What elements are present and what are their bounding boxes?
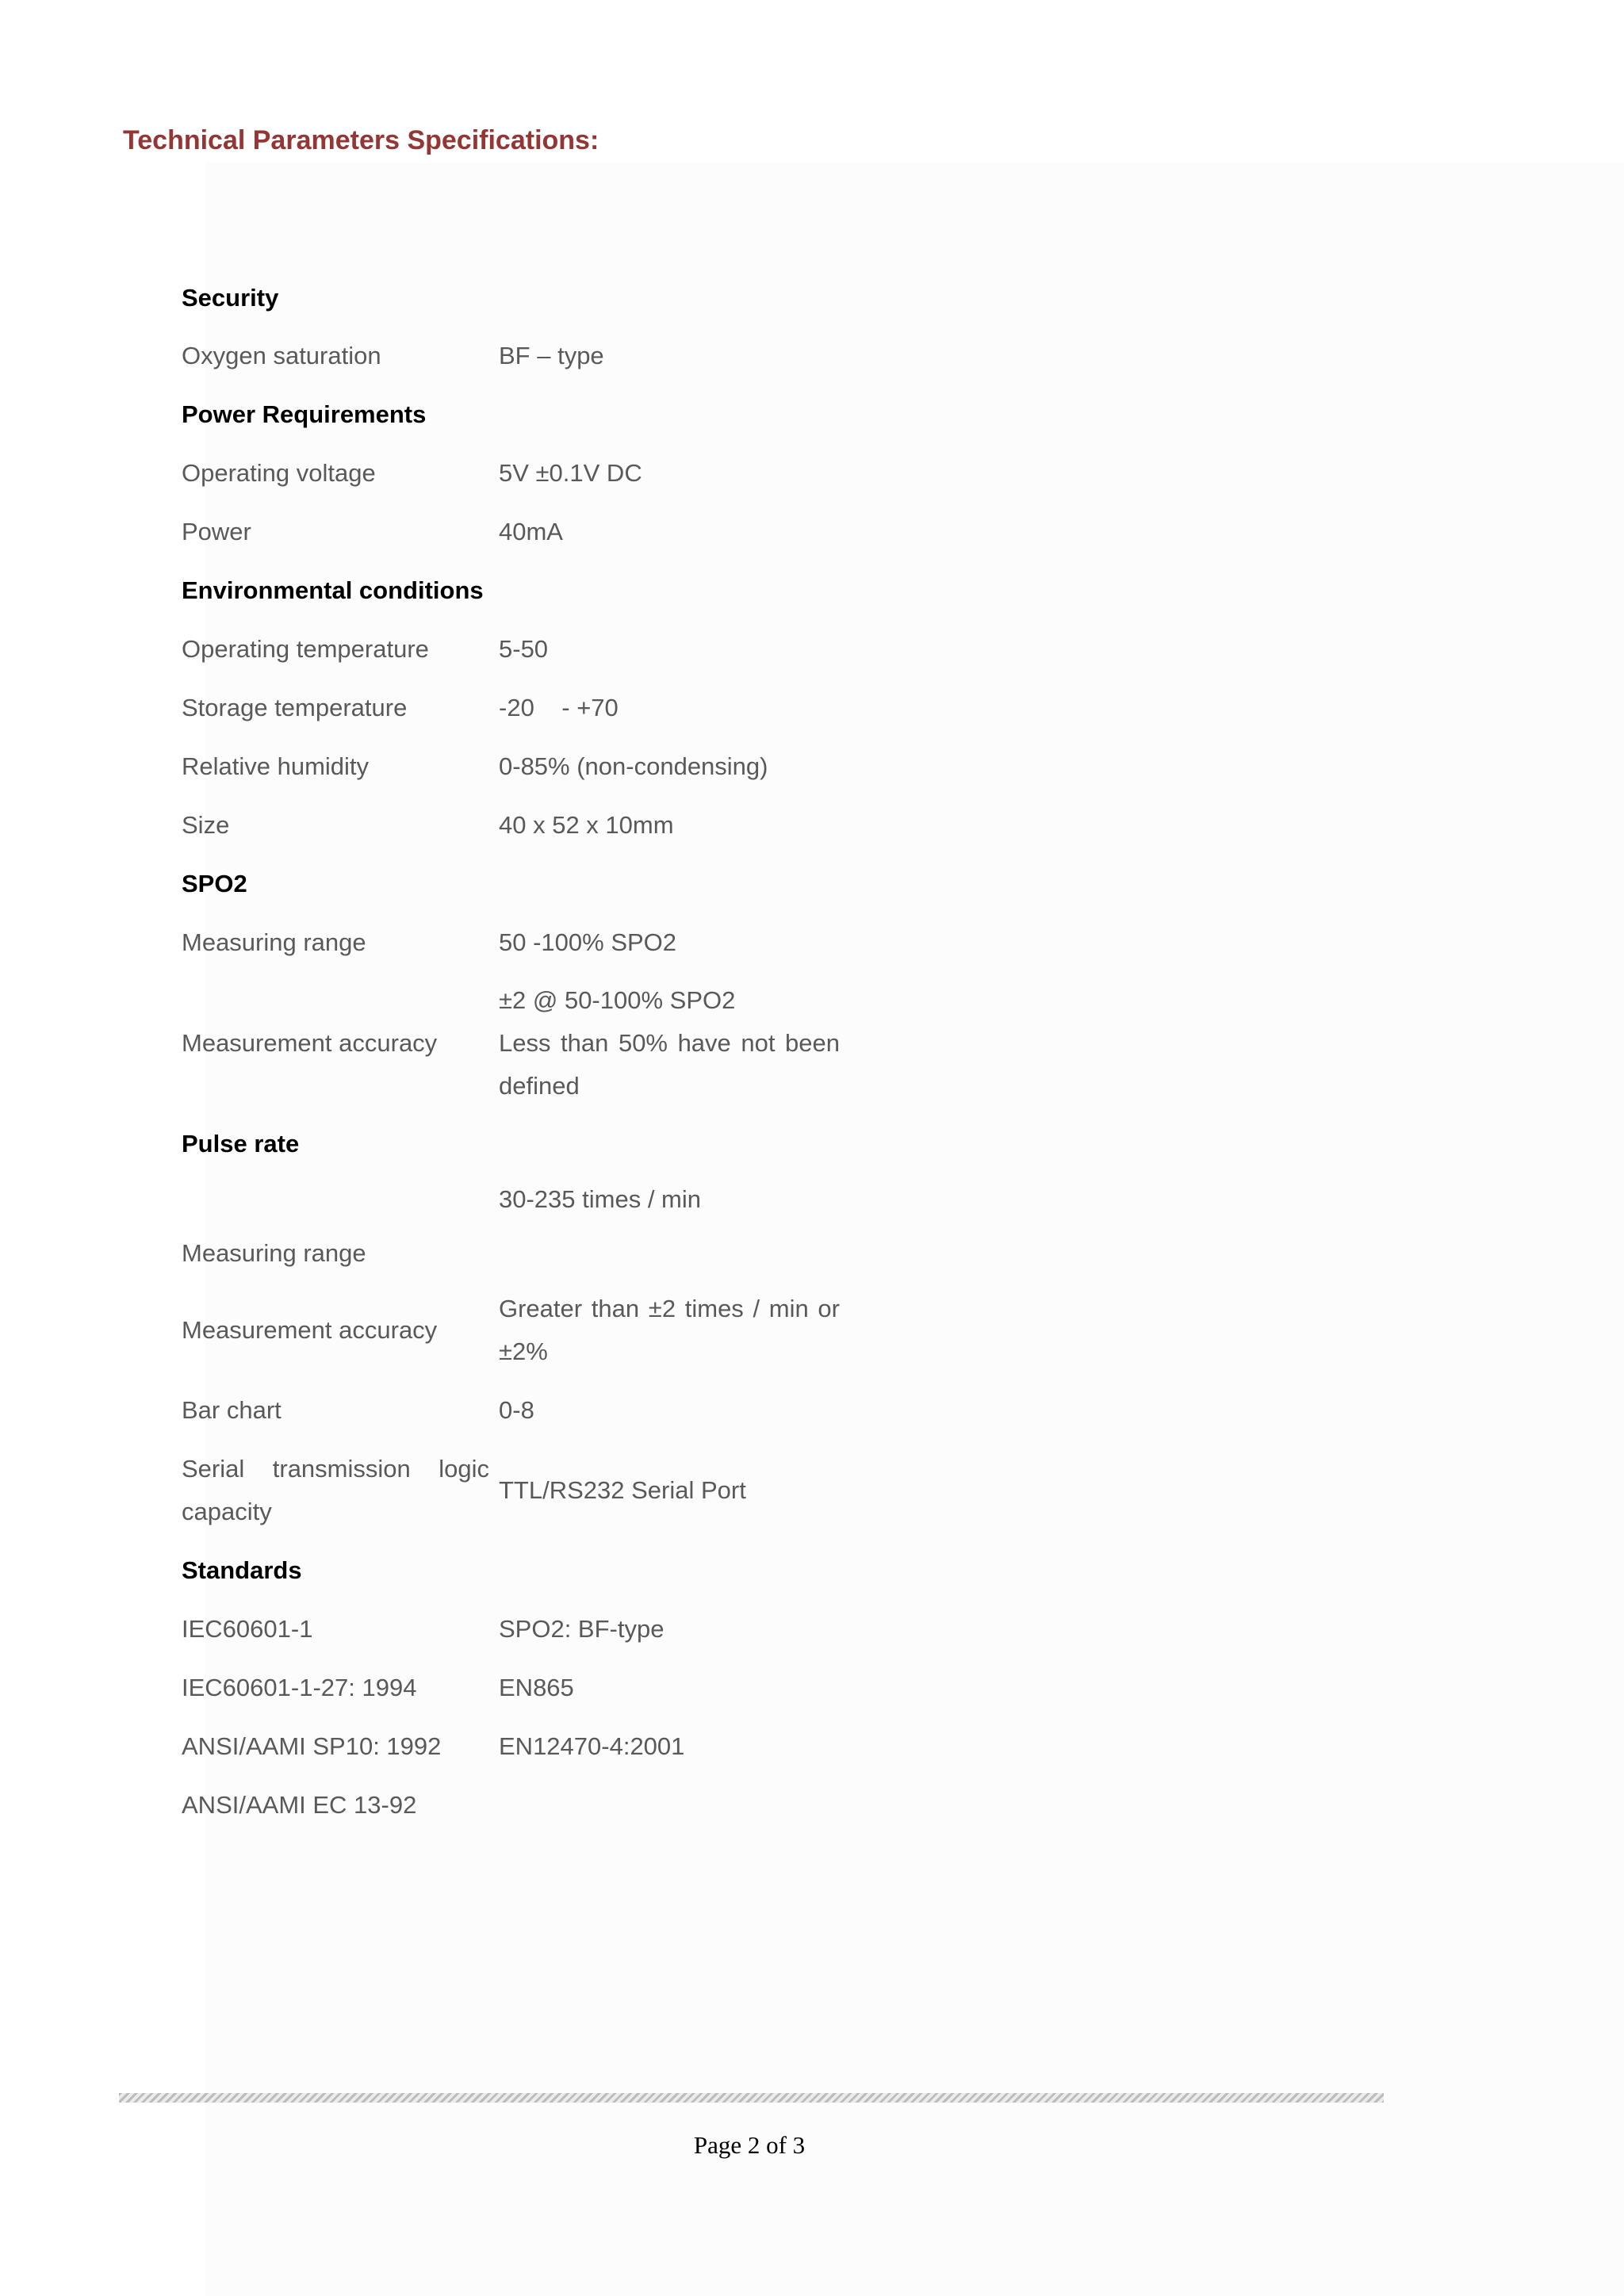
section-heading-spo2: SPO2 (182, 870, 247, 897)
section-heading-standards: Standards (182, 1556, 302, 1584)
spec-label-line: Serial transmission logic (182, 1455, 489, 1483)
spec-label: Oxygen saturation (182, 342, 381, 369)
spec-row (182, 679, 840, 737)
section-heading-row (182, 1541, 840, 1600)
spec-label: Measurement accuracy (182, 1029, 438, 1057)
spec-row (182, 1776, 840, 1835)
spec-label: ANSI/AAMI EC 13-92 (182, 1791, 417, 1819)
spec-value: TTL/RS232 Serial Port (499, 1476, 746, 1504)
spec-value: 40 x 52 x 10mm (499, 811, 674, 839)
spec-label: Power (182, 518, 251, 545)
document-title: Technical Parameters Specifications: (123, 125, 599, 155)
spec-row (182, 327, 840, 385)
spec-label: Measurement accuracy (182, 1316, 438, 1344)
spec-label: Operating voltage (182, 459, 376, 487)
spec-row (182, 1600, 840, 1659)
spec-value-line: ±2% (499, 1337, 548, 1365)
spec-row (182, 1280, 840, 1381)
spec-row (182, 972, 840, 1115)
section-heading-row (182, 561, 840, 620)
spec-value: EN12470-4:2001 (499, 1732, 685, 1760)
spec-label: Measuring range (182, 1239, 366, 1267)
spec-value (499, 1280, 840, 1381)
spec-label: Storage temperature (182, 694, 408, 721)
spec-value-line: Greater than ±2 times / min or (499, 1295, 840, 1322)
spec-value: 40mA (499, 518, 563, 545)
spec-value: 50 -100% SPO2 (499, 928, 677, 956)
spec-row (182, 620, 840, 679)
spec-row (182, 913, 840, 972)
spec-value (499, 1776, 840, 1835)
spec-row (182, 444, 840, 503)
section-heading-environmental-conditions: Environmental conditions (182, 576, 484, 604)
section-heading-security: Security (182, 284, 279, 312)
spec-label: IEC60601-1 (182, 1615, 313, 1643)
spec-value: 30-235 times / min (499, 1185, 701, 1213)
section-heading-power-requirements: Power Requirements (182, 400, 427, 428)
spec-row (182, 1173, 840, 1280)
spec-label-line: capacity (182, 1498, 272, 1525)
section-heading-pulse-rate: Pulse rate (182, 1130, 300, 1158)
spec-label: Operating temperature (182, 635, 429, 663)
spec-value: SPO2: BF-type (499, 1615, 665, 1643)
spec-value-line: defined (499, 1072, 580, 1100)
footer-divider (119, 2093, 1384, 2103)
page-number: Page 2 of 3 (693, 2131, 806, 2159)
specifications-table (182, 270, 840, 1835)
spec-value: 0-85% (non-condensing) (499, 752, 768, 780)
spec-value: -20 - +70 (499, 694, 619, 721)
spec-row (182, 796, 840, 855)
spec-value: 5-50 (499, 635, 549, 663)
spec-row (182, 737, 840, 796)
section-heading-row (182, 270, 840, 327)
spec-value: 0-8 (499, 1396, 534, 1424)
spec-value: BF – type (499, 342, 604, 369)
spec-value-line: Less than 50% have not been (499, 1029, 840, 1057)
section-heading-row (182, 385, 840, 444)
spec-value-line: ±2 @ 50-100% SPO2 (499, 986, 736, 1014)
section-heading-row (182, 1115, 840, 1173)
spec-label: Relative humidity (182, 752, 370, 780)
spec-label: IEC60601-1-27: 1994 (182, 1674, 417, 1701)
spec-value: 5V ±0.1V DC (499, 459, 642, 487)
spec-row (182, 1440, 840, 1541)
spec-value: EN865 (499, 1674, 574, 1701)
spec-label: ANSI/AAMI SP10: 1992 (182, 1732, 442, 1760)
spec-label: Bar chart (182, 1396, 282, 1424)
spec-label (182, 1440, 499, 1541)
spec-row (182, 1717, 840, 1776)
spec-row (182, 1659, 840, 1717)
spec-row (182, 1381, 840, 1440)
spec-value (499, 972, 840, 1115)
spec-label: Measuring range (182, 928, 366, 956)
spec-label: Size (182, 811, 230, 839)
spec-row (182, 503, 840, 561)
section-heading-row (182, 855, 840, 913)
